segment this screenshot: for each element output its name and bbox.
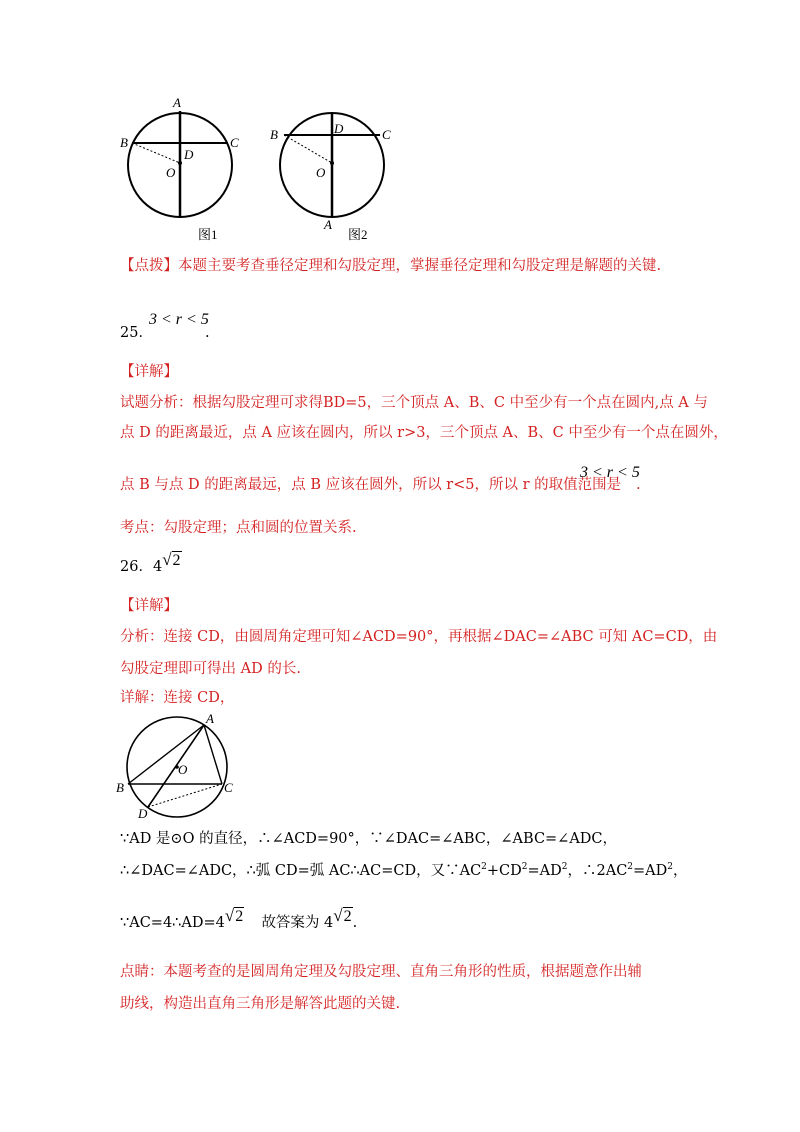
fig3-label-d: D	[138, 806, 148, 821]
q26-sqrt: √2	[162, 550, 181, 569]
q25-answer: 3 < r < 5	[149, 311, 209, 328]
proof2-c: =AD	[527, 863, 562, 879]
figure-circle-abcd	[112, 712, 242, 822]
q26-detail-header: 【详解】	[120, 598, 178, 614]
figure-1	[110, 95, 240, 245]
sup-c: 2	[561, 862, 568, 873]
q26-radicand: 2	[172, 552, 181, 569]
q25-number: 25．	[120, 325, 153, 341]
fig3-label-o: O	[178, 762, 188, 777]
fig1-label-a: A	[173, 95, 181, 110]
fig2-label-o: O	[316, 165, 326, 180]
q26-proof-line1: ∵AD 是⊙O 的直径，∴∠ACD=90°，∵∠DAC=∠ABC，∠ABC=∠ADC，	[120, 831, 618, 847]
fig1-label-o: O	[166, 165, 176, 180]
q25-detail-header: 【详解】	[120, 364, 178, 380]
proof3-sqrt-1: √2	[224, 906, 244, 925]
q25-analysis-answer: 3 < r < 5	[580, 464, 640, 481]
proof2-e: =AD	[633, 863, 668, 879]
q26-proof-line2	[120, 861, 688, 881]
proof2-b: +CD	[486, 863, 522, 879]
q26-fenxi-line1: 分析：连接 CD，由圆周角定理可知∠ACD=90°，再根据∠DAC=∠ABC 可知 AC=CD，由	[120, 629, 718, 645]
proof3-radicand-2: 2	[343, 908, 352, 925]
fig2-label-c: C	[382, 127, 391, 142]
fig1-caption: 图1	[198, 227, 218, 242]
q26-xiangjie: 详解：连接 CD，	[120, 690, 235, 706]
proof2-d: ，∴2AC	[567, 863, 628, 879]
proof2-a: ∴∠DAC=∠ADC，∴弧 CD=弧 AC∴AC=CD，又∵AC	[120, 863, 482, 879]
proof2-f: ，	[673, 863, 688, 879]
q25-analysis-line2: 点 D 的距离最近，点 A 应该在圆内，所以 r>3，三个顶点 A、B、C 中至少有一个点在圆外，	[120, 425, 728, 441]
fig2-label-a: A	[324, 217, 332, 232]
fig2-label-d: D	[334, 121, 344, 136]
fig2-label-b: B	[270, 127, 278, 142]
q25-analysis-line3: 点 B 与点 D 的距离最远，点 B 应该在圆外，所以 r<5，所以 r 的取值范围是	[120, 477, 622, 493]
q26-fenxi-line2: 勾股定理即可得出 AD 的长.	[120, 661, 301, 677]
proof3-a: ∵AC=4∴AD=4	[120, 915, 225, 931]
proof3-radicand-1: 2	[235, 908, 244, 925]
q26-proof-line3	[120, 906, 358, 933]
q26-dianjing-line1: 点睛：本题考查的是圆周角定理及勾股定理、直角三角形的性质，根据题意作出辅	[120, 964, 642, 980]
figure-2	[262, 95, 402, 245]
sup-e: 2	[667, 862, 674, 873]
proof3-b: 故答案为 4	[261, 915, 334, 931]
sup-a: 2	[481, 862, 487, 873]
q25-kaodian: 考点：勾股定理；点和圆的位置关系.	[120, 520, 357, 536]
q25-analysis-line1: 试题分析：根据勾股定理可求得BD=5，三个顶点 A、B、C 中至少有一个点在圆内,点 A 与	[120, 395, 708, 411]
fig2-caption: 图2	[348, 227, 368, 242]
q26-dianjing-line2: 助线，构造出直角三角形是解答此题的关键.	[120, 996, 401, 1012]
sup-d: 2	[627, 862, 634, 873]
q25-analysis-dot: .	[636, 477, 641, 493]
q26-number-text: 26．4	[120, 559, 163, 575]
proof3-sqrt-2: √2	[333, 906, 352, 925]
fig3-label-b: B	[116, 780, 124, 795]
q25-answer-dot: .	[205, 325, 210, 341]
fig1-label-b: B	[120, 135, 128, 150]
fig3-label-a: A	[206, 712, 214, 726]
fig1-label-c: C	[230, 135, 239, 150]
proof3-dot: .	[352, 915, 358, 931]
sup-b: 2	[521, 862, 528, 873]
q26-number	[120, 550, 182, 577]
fig1-label-d: D	[184, 147, 194, 162]
tip-line: 【点拨】本题主要考查垂径定理和勾股定理，掌握垂径定理和勾股定理是解题的关键.	[120, 258, 662, 274]
fig3-label-c: C	[224, 780, 233, 795]
